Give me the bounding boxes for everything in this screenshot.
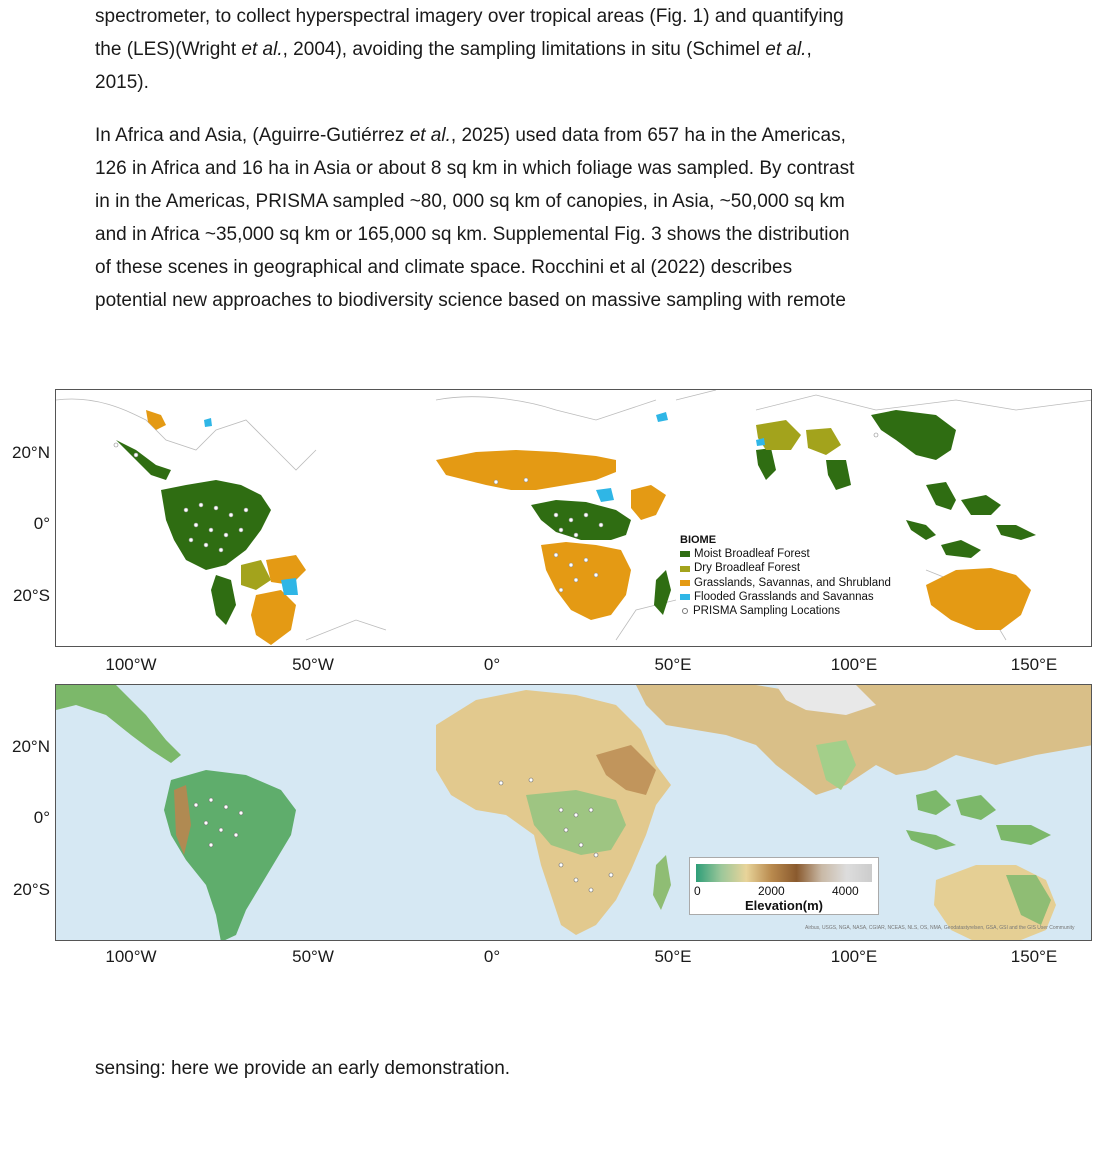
lat-label: 0° <box>33 808 50 827</box>
elevation-color-ramp <box>696 864 872 882</box>
lon-label: 50°W <box>292 655 334 674</box>
lon-label: 150°E <box>1010 655 1058 674</box>
legend-label: Moist Broadleaf Forest <box>694 548 810 561</box>
legend-swatch <box>680 551 690 557</box>
lat-label: 20°N <box>12 443 50 462</box>
text-line: in in the Americas, PRISMA sampled ~80, 000 sq km of canopies, in Asia, ~50,000 sq km <box>95 191 845 212</box>
legend-item <box>680 604 910 618</box>
lon-label: 0° <box>483 655 501 674</box>
lon-label: 0° <box>483 947 501 966</box>
landmasses <box>56 685 1092 941</box>
legend-swatch <box>680 580 690 586</box>
text-line: 2015). <box>95 72 149 93</box>
legend-item <box>680 576 910 590</box>
text-line: the (LES)(Wright et al., 2004), avoiding the sampling limitations in situ (Schimel et al., <box>95 39 812 60</box>
legend-tick: 4000 <box>832 884 859 898</box>
legend-swatch <box>680 594 690 600</box>
text-line: sensing: here we provide an early demonstration. <box>95 1058 511 1079</box>
lon-label: 50°E <box>654 655 692 674</box>
legend-swatch <box>680 566 690 572</box>
lon-label: 100°E <box>830 947 878 966</box>
text-line: In Africa and Asia, (Aguirre-Gutiérrez et al., 2025) used data from 657 ha in the Americas, <box>95 125 846 146</box>
legend-point-marker <box>682 608 688 614</box>
legend-tick: 2000 <box>758 884 785 898</box>
biome-map <box>55 389 1092 647</box>
paragraph-3 <box>95 1052 1025 1085</box>
lon-label: 100°E <box>830 655 878 674</box>
legend-label: Grasslands, Savannas, and Shrubland <box>694 576 891 589</box>
legend-label: PRISMA Sampling Locations <box>693 605 841 618</box>
lon-label: 50°E <box>654 947 692 966</box>
text-line: and in Africa ~35,000 sq km or 165,000 sq km. Supplemental Fig. 3 shows the distribution <box>95 224 850 245</box>
text-line: potential new approaches to biodiversity science based on massive sampling with remote <box>95 290 846 311</box>
legend-title: BIOME <box>680 534 717 546</box>
map-attribution: Airbus, USGS, NGA, NASA, CGIAR, NCEAS, NLS, OS, NMA, Geodatastyrelsen, GSA, GSI and the GIS User Community <box>805 925 1075 931</box>
legend-tick: 0 <box>694 884 701 898</box>
legend-item <box>680 590 910 604</box>
elevation-map-graphic <box>56 685 1092 941</box>
lon-label: 50°W <box>292 947 334 966</box>
legend-label: Flooded Grasslands and Savannas <box>694 590 874 603</box>
elevation-map <box>55 684 1092 941</box>
paragraph-2 <box>95 119 1025 317</box>
lat-label: 0° <box>33 514 50 533</box>
text-line: of these scenes in geographical and climate space. Rocchini et al (2022) describes <box>95 257 793 278</box>
paragraph-1 <box>95 0 1025 99</box>
legend-label: Dry Broadleaf Forest <box>694 562 801 575</box>
elevation-legend <box>689 857 879 915</box>
lat-label: 20°S <box>12 586 50 605</box>
legend-title: Elevation(m) <box>744 898 823 913</box>
biome-map-graphic <box>56 390 1092 647</box>
text-line: spectrometer, to collect hyperspectral imagery over tropical areas (Fig. 1) and quantifying <box>95 6 844 27</box>
legend-item <box>680 561 910 575</box>
text-line: 126 in Africa and 16 ha in Asia or about 8 sq km in which foliage was sampled. By contrast <box>95 158 855 179</box>
lon-label: 100°W <box>105 947 157 966</box>
lat-label: 20°S <box>12 880 50 899</box>
legend-item <box>680 547 910 561</box>
lon-label: 100°W <box>105 655 157 674</box>
lon-label: 150°E <box>1010 947 1058 966</box>
lat-label: 20°N <box>12 737 50 756</box>
biome-legend <box>680 533 910 618</box>
